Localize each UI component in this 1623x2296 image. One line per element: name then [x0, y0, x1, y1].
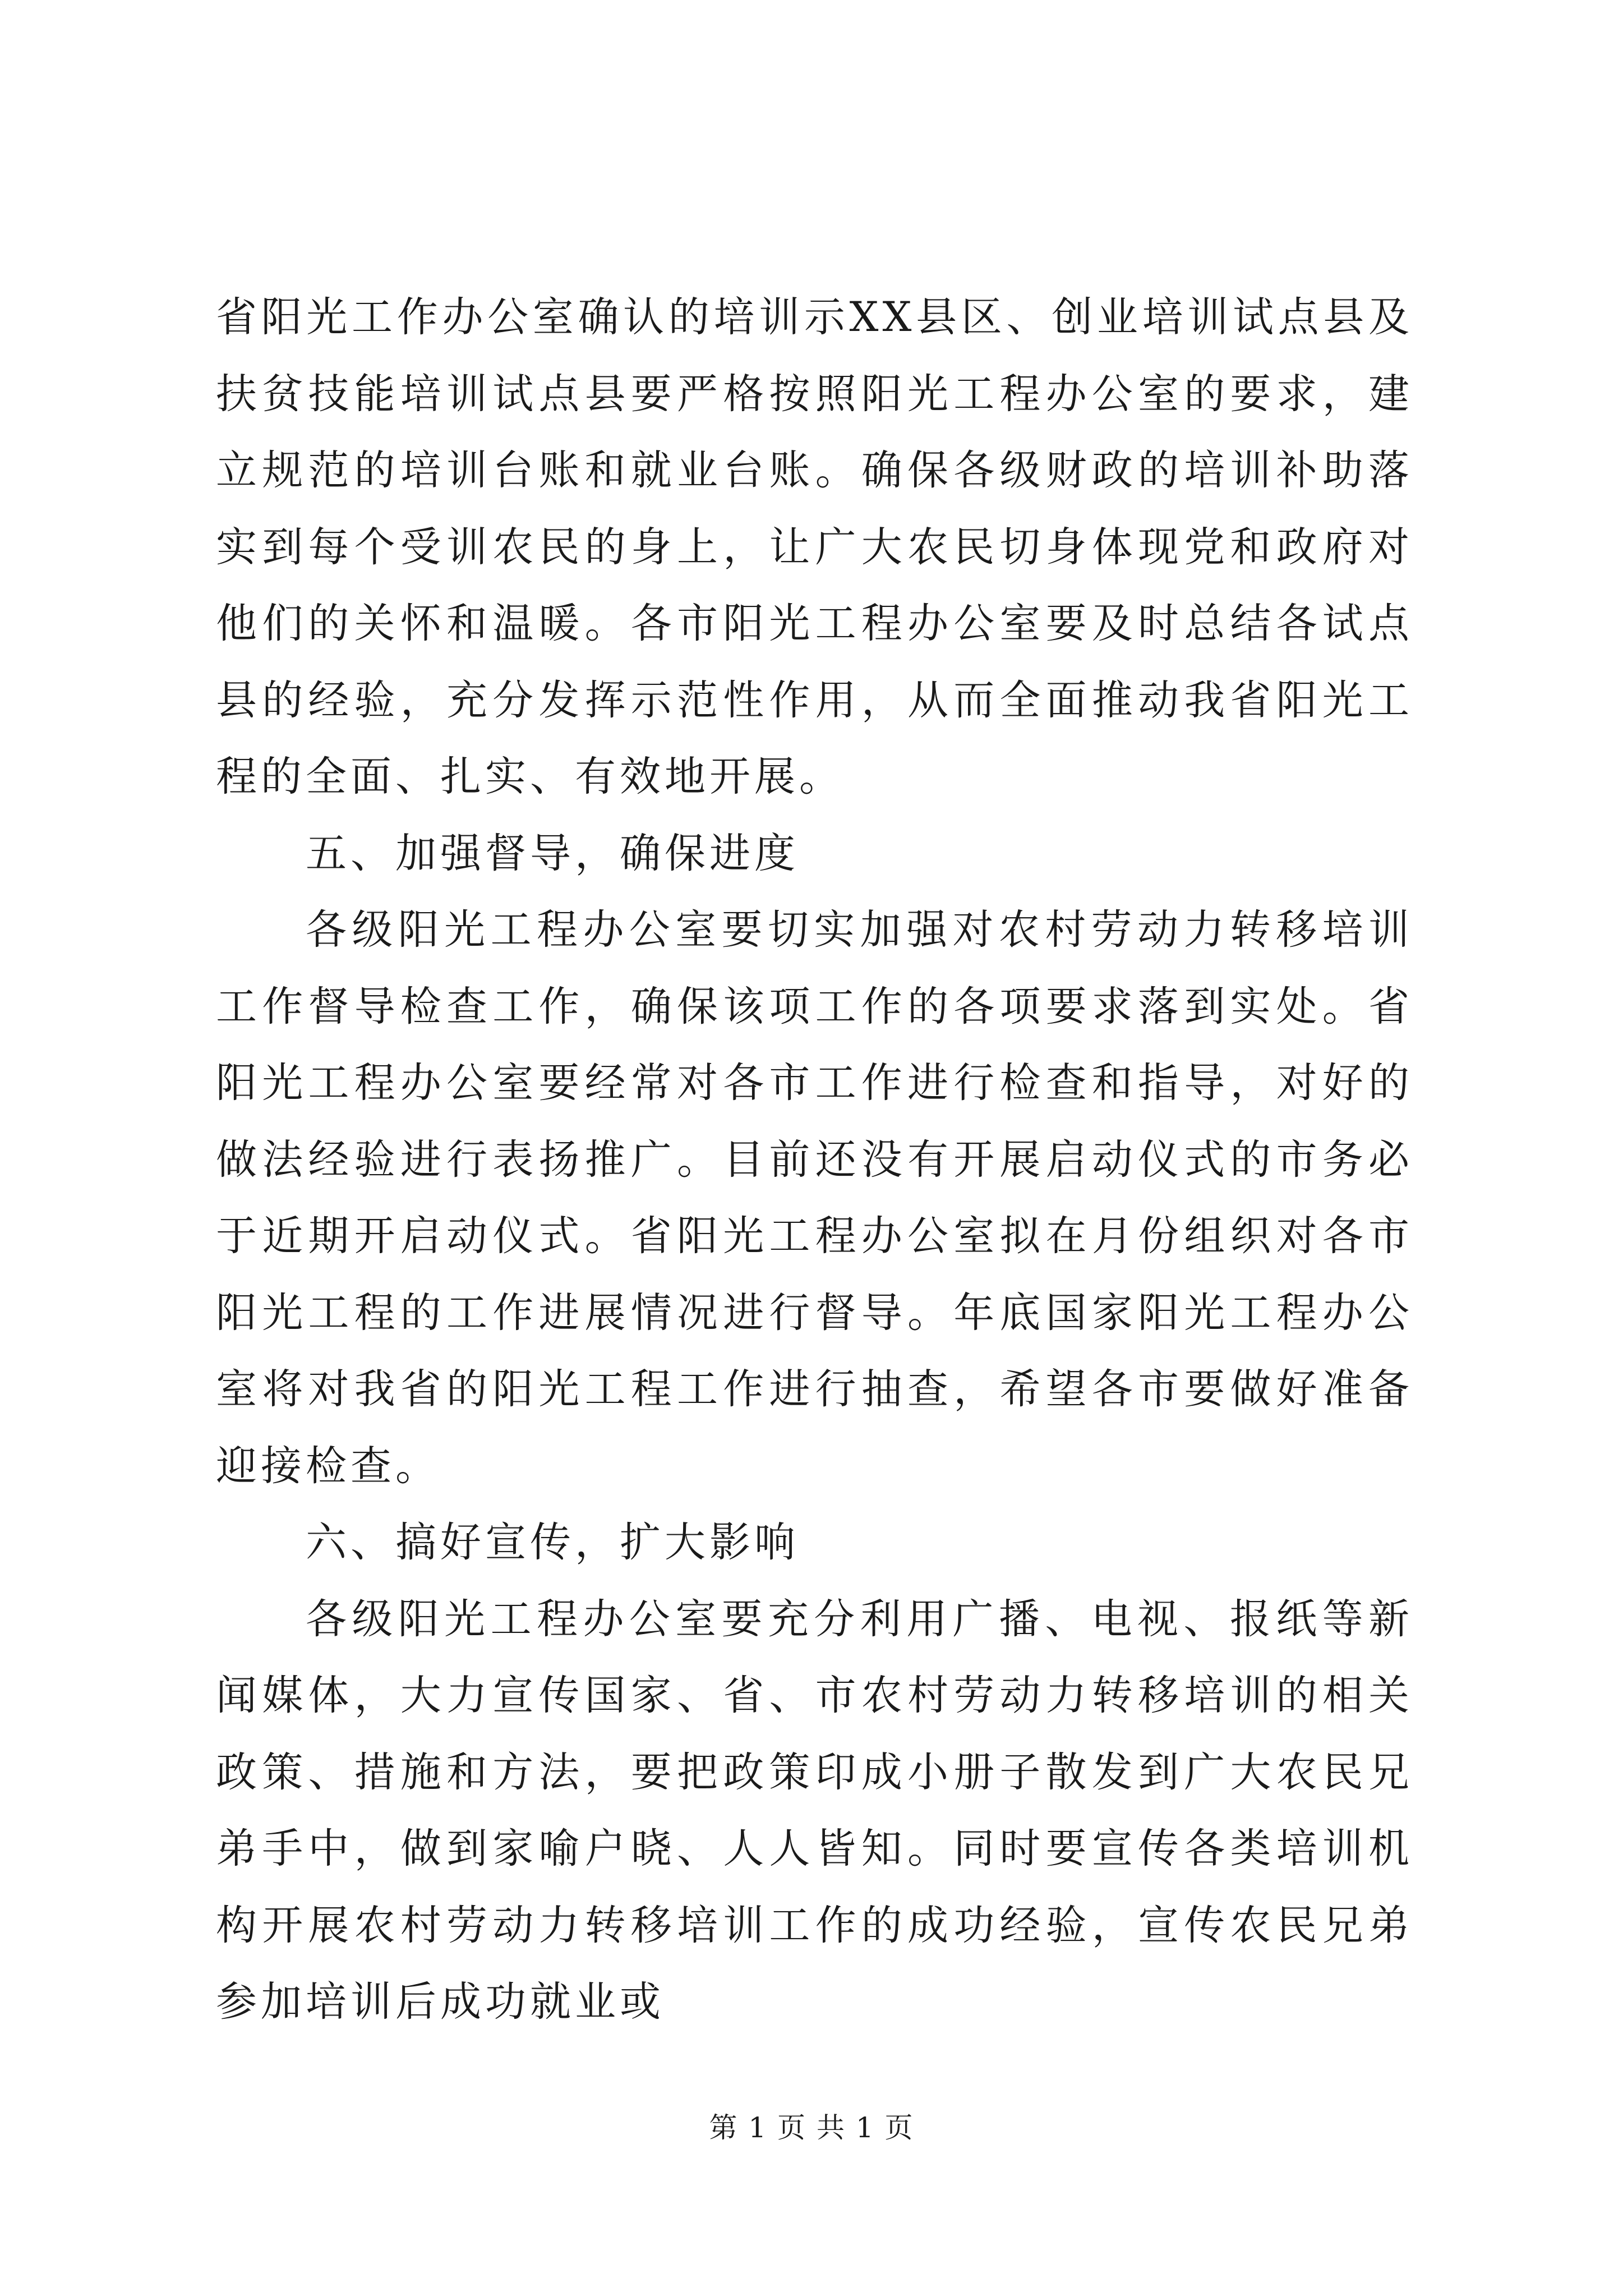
- page-footer: 第 1 页 共 1 页: [709, 2111, 914, 2144]
- section-heading: 五、加强督导，确保进度: [306, 829, 799, 877]
- document-body: [216, 279, 1413, 2041]
- body-paragraph: 省阳光工作办公室确认的培训示XX县区、创业培训试点县及扶贫技能培训试点县要严格按照阳光工程办公室的要求，建立规范的培训台账和就业台账。确保各级财政的培训补助落实到每个受训农民的身上，让广大农民切身体现党和政府对他们的关怀和温暖。各市阳光工程办公室要及时总结各试点县的经验，充分发挥示范性作用，从而全面推动我省阳光工程的全面、扎实、有效地开展。: [216, 293, 1413, 800]
- body-paragraph: 各级阳光工程办公室要充分利用广播、电视、报纸等新闻媒体，大力宣传国家、省、市农村劳动力转移培训的相关政策、措施和方法，要把政策印成小册子散发到广大农民兄弟手中，做到家喻户晓、人人皆知。同时要宣传各类培训机构开展农村劳动力转移培训工作的成功经验，宣传农民兄弟参加培训后成功就业或: [216, 1595, 1413, 2026]
- body-paragraph: 各级阳光工程办公室要切实加强对农村劳动力转移培训工作督导检查工作，确保该项工作的各项要求落到实处。省阳光工程办公室要经常对各市工作进行检查和指导，对好的做法经验进行表扬推广。目前还没有开展启动仪式的市务必于近期开启动仪式。省阳光工程办公室拟在月份组织对各市阳光工程的工作进展情况进行督导。年底国家阳光工程办公室将对我省的阳光工程工作进行抽查，希望各市要做好准备迎接检查。: [216, 906, 1413, 1490]
- section-heading: 六、搞好宣传，扩大影响: [306, 1519, 799, 1566]
